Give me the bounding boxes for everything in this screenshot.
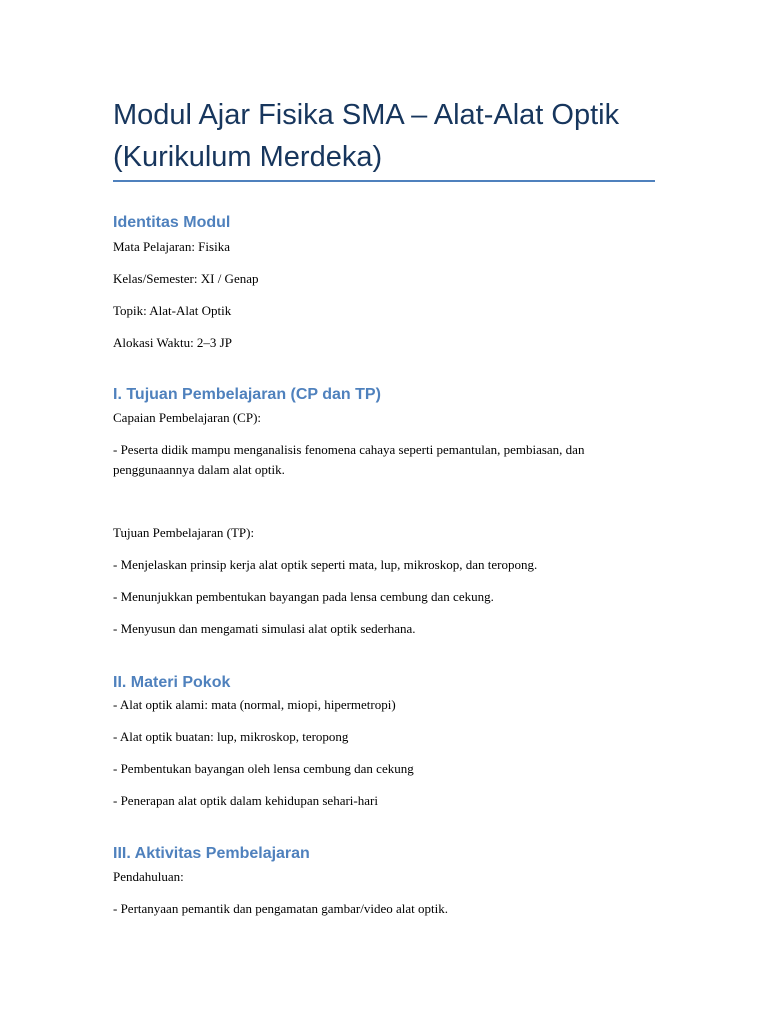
- tp-item: - Menunjukkan pembentukan bayangan pada lensa cembung dan cekung.: [113, 589, 494, 604]
- cp-label: Capaian Pembelajaran (CP):: [113, 410, 262, 425]
- materi-item: - Pembentukan bayangan oleh lensa cembung dan cekung: [113, 761, 414, 776]
- heading-tujuan-pembelajaran: I. Tujuan Pembelajaran (CP dan TP): [113, 386, 381, 403]
- heading-aktivitas-pembelajaran: III. Aktivitas Pembelajaran: [113, 845, 310, 862]
- cp-item: - Peserta didik mampu menganalisis fenomena cahaya seperti pemantulan, pembiasan, dan penggunaannya dalam alat optik.: [113, 442, 585, 477]
- materi-item: - Alat optik buatan: lup, mikroskop, teropong: [113, 729, 349, 744]
- identitas-mata-pelajaran: Mata Pelajaran: Fisika: [113, 239, 230, 254]
- identitas-topik: Topik: Alat-Alat Optik: [113, 303, 232, 318]
- aktivitas-pendahuluan-label: Pendahuluan:: [113, 869, 184, 884]
- identitas-alokasi-waktu: Alokasi Waktu: 2–3 JP: [113, 335, 232, 350]
- materi-item: - Alat optik alami: mata (normal, miopi, hipermetropi): [113, 697, 396, 712]
- heading-materi-pokok: II. Materi Pokok: [113, 674, 231, 691]
- tp-label: Tujuan Pembelajaran (TP):: [113, 525, 255, 540]
- document-title: Modul Ajar Fisika SMA – Alat-Alat Optik (Kurikulum Merdeka): [113, 99, 620, 173]
- materi-item: - Penerapan alat optik dalam kehidupan sehari-hari: [113, 793, 378, 808]
- title-divider: [113, 180, 655, 182]
- heading-identitas-modul: Identitas Modul: [113, 214, 231, 231]
- tp-item: - Menyusun dan mengamati simulasi alat optik sederhana.: [113, 621, 416, 636]
- tp-item: - Menjelaskan prinsip kerja alat optik seperti mata, lup, mikroskop, dan teropong.: [113, 557, 538, 572]
- identitas-kelas-semester: Kelas/Semester: XI / Genap: [113, 271, 259, 286]
- aktivitas-item: - Pertanyaan pemantik dan pengamatan gambar/video alat optik.: [113, 901, 448, 916]
